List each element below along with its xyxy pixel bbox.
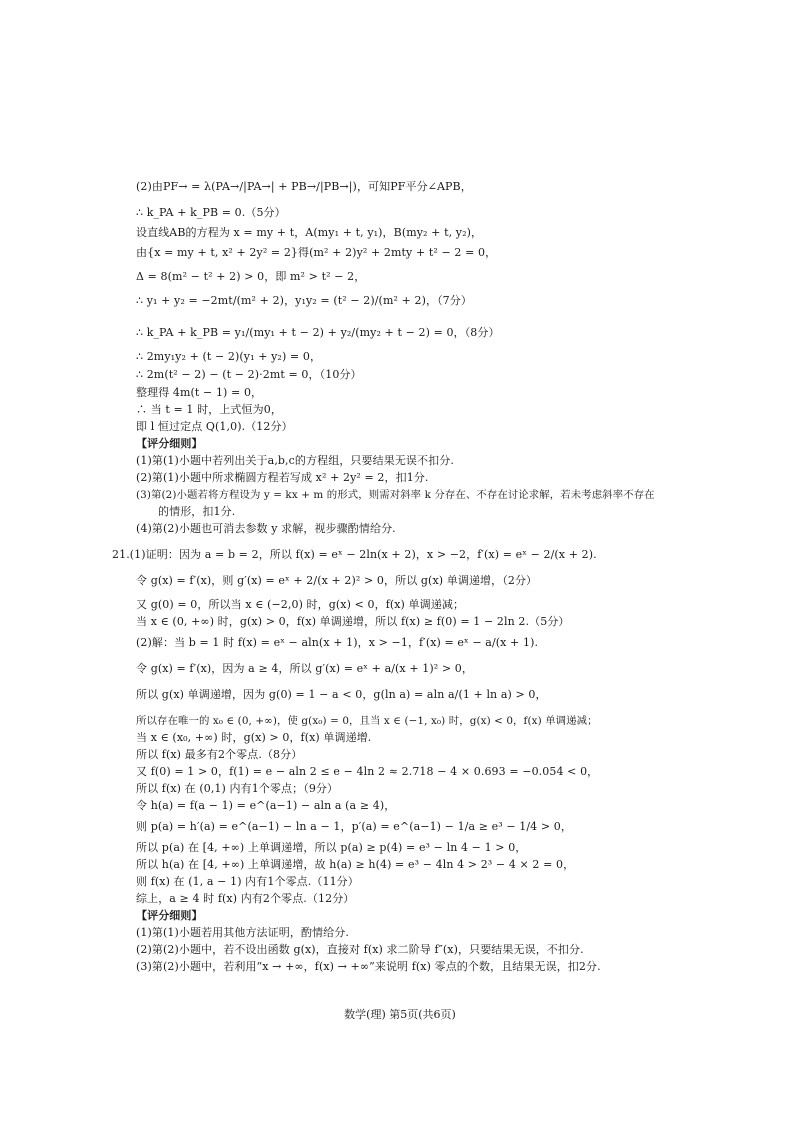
text-line: 所以 g(x) 单调递增，因为 g(0) = 1 − a < 0，g(ln a) = aln a/(1 + ln a) > 0， [136, 688, 547, 701]
text-line: 所以存在唯一的 x₀ ∈ (0, +∞)，使 g(x₀) = 0，且当 x ∈ (−1, x₀) 时，g(x) < 0，f(x) 单调递减； [136, 715, 598, 727]
section-heading: 【评分细则】 [136, 909, 203, 922]
text-line: 又 g(0) = 0，所以当 x ∈ (−2,0) 时，g(x) < 0，f(x) 单调递减； [136, 598, 465, 611]
text-line: 的情形，扣1分. [158, 505, 236, 518]
text-line: 所以 f(x) 最多有2个零点.（8分） [136, 748, 303, 761]
section-heading: 【评分细则】 [136, 437, 203, 450]
text-line: 当 x ∈ (0, +∞) 时，g(x) > 0，f(x) 单调递增，所以 f(x) ≥ f(0) = 1 − 2ln 2.（5分） [136, 615, 570, 628]
text-line: (2)第(1)小题中所求椭圆方程若写成 x² + 2y² = 2，扣1分. [136, 471, 429, 484]
text-line: 由{x = my + t, x² + 2y² = 2}得(m² + 2)y² + 2mty + t² − 2 = 0， [136, 246, 497, 259]
text-line: ∴ y₁ + y₂ = −2mt/(m² + 2)，y₁y₂ = (t² − 2)/(m² + 2)，（7分） [136, 294, 472, 307]
text-line: ∴ 2my₁y₂ + (t − 2)(y₁ + y₂) = 0， [136, 350, 322, 363]
text-line: (1)第(1)小题若用其他方法证明，酌情给分. [136, 926, 349, 939]
text-line: Δ = 8(m² − t² + 2) > 0，即 m² > t² − 2， [136, 270, 366, 283]
text-line: 所以 p(a) 在 [4, +∞) 上单调递增，所以 p(a) ≥ p(4) = e³ − ln 4 − 1 > 0， [136, 841, 527, 854]
text-line: (1)第(1)小题中若列出关于a,b,c的方程组，只要结果无误不扣分. [136, 454, 454, 467]
text-line: 又 f(0) = 1 > 0，f(1) = e − aln 2 ≤ e − 4ln 2 ≈ 2.718 − 4 × 0.693 = −0.054 < 0， [136, 765, 599, 778]
text-line: 当 x ∈ (x₀, +∞) 时，g(x) > 0，f(x) 单调递增. [136, 731, 372, 744]
text-line: 令 g(x) = f′(x)，则 g′(x) = eˣ + 2/(x + 2)² > 0，所以 g(x) 单调递增，（2分） [136, 574, 538, 587]
text-line: ∴ 2m(t² − 2) − (t − 2)·2mt = 0，（10分） [136, 368, 362, 381]
text-line: (3)第(2)小题中，若利用“x → +∞，f(x) → +∞”来说明 f(x) 零点的个数，且结果无误，扣2分. [136, 960, 601, 973]
text-line: 即 l 恒过定点 Q(1,0).（12分） [136, 420, 293, 433]
text-line: 所以 h(a) 在 [4, +∞) 上单调递增，故 h(a) ≥ h(4) = e³ − 4ln 4 > 2³ − 4 × 2 = 0， [136, 858, 575, 871]
text-line: ∴ k_PA + k_PB = y₁/(my₁ + t − 2) + y₂/(my₂ + t − 2) = 0，（8分） [136, 326, 500, 339]
text-line: (2)由PF→ = λ(PA→/|PA→| + PB→/|PB→|)，可知PF平分∠APB， [136, 180, 472, 193]
text-line: (3)第(2)小题若将方程设为 y = kx + m 的形式，则需对斜率 k 分存在、不存在讨论求解，若未考虑斜率不存在 [136, 489, 655, 501]
text-line: ∴ k_PA + k_PB = 0.（5分） [136, 206, 286, 219]
text-line: 21.(1)证明：因为 a = b = 2，所以 f(x) = eˣ − 2ln(x + 2)，x > −2，f′(x) = eˣ − 2/(x + 2). [112, 548, 597, 561]
text-line: 综上，a ≥ 4 时 f(x) 内有2个零点.（12分） [136, 892, 355, 905]
text-line: 整理得 4m(t − 1) = 0， [136, 386, 263, 399]
text-line: 则 f(x) 在 (1, a − 1) 内有1个零点.（11分） [136, 875, 359, 888]
text-line: 所以 f(x) 在 (0,1) 内有1个零点；（9分） [136, 782, 339, 795]
text-line: (4)第(2)小题也可消去参数 y 求解，视步骤酌情给分. [136, 522, 396, 535]
text-line: 令 g(x) = f′(x)，因为 a ≥ 4，所以 g′(x) = eˣ + a/(x + 1)² > 0， [136, 662, 473, 675]
text-line: 则 p(a) = h′(a) = e^(a−1) − ln a − 1，p′(a) = e^(a−1) − 1/a ≥ e³ − 1/4 > 0， [136, 820, 572, 833]
text-line: 令 h(a) = f(a − 1) = e^(a−1) − aln a (a ≥ 4)， [136, 799, 396, 812]
page-footer: 数学(理) 第5页(共6页) [344, 1008, 456, 1021]
text-line: 设直线AB的方程为 x = my + t，A(my₁ + t, y₁)，B(my₂ + t, y₂)， [136, 226, 483, 239]
text-line: (2)解：当 b = 1 时 f(x) = eˣ − aln(x + 1)，x > −1，f′(x) = eˣ − a/(x + 1). [136, 636, 539, 649]
text-line: ∴ 当 t = 1 时，上式恒为0， [136, 403, 282, 416]
text-line: (2)第(2)小题中，若不设出函数 g(x)，直接对 f(x) 求二阶导 f″(x)，只要结果无误，不扣分. [136, 943, 584, 956]
